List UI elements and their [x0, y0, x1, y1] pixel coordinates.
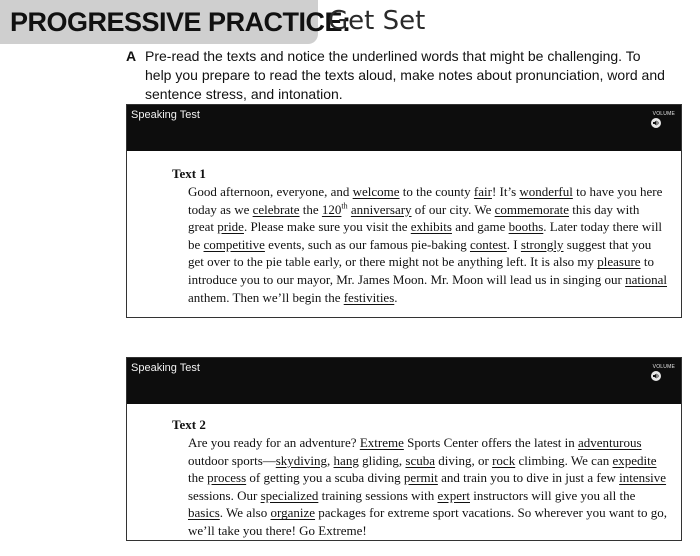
text-run: . Later today there will be	[188, 219, 663, 252]
underlined-word: intensive	[619, 470, 667, 486]
text-run: this day with great	[188, 201, 640, 235]
text-run: to the county	[399, 184, 474, 199]
text-run: and train you to dive in just a few	[437, 470, 620, 486]
volume-icon[interactable]	[651, 371, 661, 381]
speaking-test-panel-2	[126, 357, 682, 541]
text-run: the	[188, 470, 208, 486]
underlined-word: permit	[403, 470, 438, 486]
underlined-word: rock	[492, 452, 516, 468]
text-run: gliding,	[358, 452, 406, 468]
text-run: ,	[327, 452, 334, 468]
text-run: the	[299, 201, 322, 217]
underlined-word: 120	[321, 201, 342, 217]
text-run: climbing. We can	[515, 452, 613, 468]
volume-icon[interactable]	[651, 118, 661, 128]
text-run: events, such as our famous pie-baking	[264, 236, 470, 252]
underlined-word: booths	[508, 219, 544, 235]
text-run: diving, or	[435, 452, 493, 468]
text-paragraph	[188, 434, 668, 540]
section-header-tab	[0, 0, 351, 44]
underlined-word: anniversary	[350, 201, 412, 217]
text-run: . I	[506, 236, 521, 252]
text-run: instructors will give you all the	[470, 487, 636, 503]
text-run: and game	[451, 219, 509, 235]
underlined-word: welcome	[352, 184, 400, 199]
panel-title: Speaking Test	[131, 109, 200, 121]
text-title: Text 2	[172, 417, 206, 432]
text-run: Sports Center offers the latest in	[403, 435, 579, 450]
underlined-word: basics	[188, 505, 220, 521]
text-run: training sessions with	[318, 487, 438, 503]
text-run: anthem. Then we’ll begin the	[188, 289, 344, 305]
text-run: .	[394, 289, 398, 305]
text-title: Text 1	[172, 166, 206, 181]
instruction-text: Pre-read the texts and notice the underlined words that might be challenging. To help you prepare to read the texts aloud, make notes about pronunciation, word and sentence stress, and intonation.	[145, 48, 665, 102]
panel-title-bar	[127, 105, 681, 151]
text-run: to introduce you to our mayor, Mr. James Moon. Mr. Moon will lead us in singing our	[188, 254, 654, 287]
text-run: packages for extreme sport vacations. So wherever you want to go, we’ll take you there! Go Extreme!	[188, 505, 668, 538]
underlined-word: contest	[469, 236, 507, 252]
text-paragraph	[188, 183, 668, 306]
text-run: . Please make sure you visit the	[243, 219, 411, 235]
text-run: Are you ready for an adventure?	[188, 435, 360, 450]
superscript: th	[341, 201, 348, 211]
instruction-letter: A	[126, 48, 137, 64]
panel-title: Speaking Test	[131, 362, 200, 374]
text-run: to have you here today as we	[188, 184, 663, 217]
text-run: outdoor sports—	[188, 452, 276, 468]
underlined-word: fair	[473, 184, 492, 199]
underlined-word: pride	[217, 219, 244, 235]
underlined-word: wonderful	[519, 184, 573, 199]
underlined-word: celebrate	[252, 201, 300, 217]
text-run: . We also	[219, 505, 271, 521]
underlined-word: adventurous	[578, 435, 642, 450]
underlined-word: process	[207, 470, 247, 486]
panel-title-bar	[127, 358, 681, 404]
underlined-word: specialized	[260, 487, 319, 503]
underlined-word: commemorate	[494, 201, 569, 217]
underlined-word: festivities	[343, 289, 395, 305]
underlined-word: hang	[333, 452, 359, 468]
text-run: of our city. We	[411, 201, 495, 217]
speaking-test-panel-1	[126, 104, 682, 318]
underlined-word: skydiving	[275, 452, 328, 468]
underlined-word: organize	[270, 505, 316, 521]
text-run: ! It’s	[491, 184, 520, 199]
volume-label: VOLUME	[652, 111, 675, 117]
underlined-word: pleasure	[597, 254, 641, 270]
underlined-word: national	[625, 271, 668, 287]
underlined-word: scuba	[405, 452, 436, 468]
underlined-word: Extreme	[359, 435, 404, 450]
text-run: sessions. Our	[188, 487, 261, 503]
underlined-word: competitive	[203, 236, 265, 252]
section-subtitle: Get Set	[328, 6, 426, 36]
underlined-word: exhibits	[410, 219, 452, 235]
underlined-word: expedite	[612, 452, 657, 468]
section-title: PROGRESSIVE PRACTICE:	[10, 7, 351, 37]
text-run: of getting you a scuba diving	[246, 470, 404, 486]
underlined-word: strongly	[520, 236, 564, 252]
text-run: suggest that you get over to the pie table early, or there might not be anything left. It is also my	[188, 236, 652, 270]
underlined-word: expert	[437, 487, 470, 503]
volume-label: VOLUME	[652, 364, 675, 370]
text-run: Good afternoon, everyone, and	[188, 184, 353, 199]
